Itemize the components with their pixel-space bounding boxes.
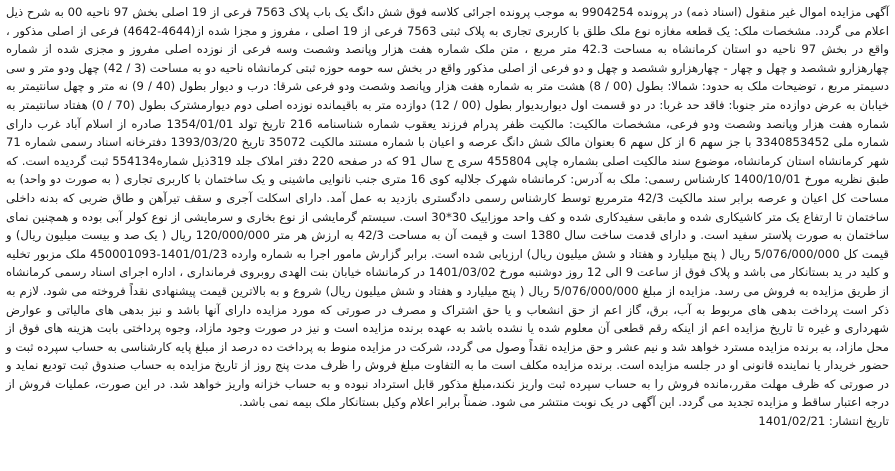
notice-body-text: آگهی مزایده اموال غیر منقول (اسناد ذمه) در پرونده 9904254 به موجب پرونده اجرائی کلاسه فوق شش دانگ یک باب پلاک 7563 فرعی از 19 اصلی بخش 97 ناحیه 00 به شرح ذیل اعلام می گردد. مشخصات ملک: یک قطعه مغازه نوع ملک طلق با کاربری تجاری به پلاک ثبتی 7563 فرعی از 19 اصلی ، مفروز و مجزا شده از(4644-4642) فرعی از اصلی مذکور ، واقع در بخش 97 ناحیه دو استان کرمانشاه به مساحت 42.3 متر مربع ، متن ملک شماره هفت هزار وپانصد وشصت وسه فرعی از نوزده اصلی مفروز و مجزی شده از شماره چهارهزارو ششصد و چهل و چهار - چهارهزارو ششصد و چهل و دو فرعی از اصلی مذکور واقع در بخش سه حومه حوزه ثبتی کرمانشاه ناحیه دو به مساحت (3 / 42) چهل ودو متر و سی دسیمتر مربع ، توضیحات ملک به حدود: شمالا: بطول (00 / 8) هشت متر به شماره هفت هزار وپانصد وشصت ودو فرعی شرقا: درب و دیوار بطول (40 / 9) نه متر و چهل سانتیمتر به خیابان به عرض دوازده متر جنوبا: فاقد حد غربا: در دو قسمت اول دیواربدیوار بطول (00 / 12) دوازده متر به باقیمانده نوزده اصلی دوم دیوارمشترک بطول (70 / 0) هفتاد سانتیمتر به شماره هفت هزار وپانصد وشصت ودو فرعی، مشخصات مالکیت: مالکیت ظفر پدرام فرزند یعقوب شماره شناسنامه 216 تاریخ تولد 1354/01/01 صادره از اسلام آباد غرب دارای شماره ملی 3340853452 با جز سهم 6 از کل سهم 6 بعنوان مالک شش دانگ عرصه و اعیان با شماره مستند مالکیت 35072 تاریخ 1393/03/20 دفترخانه اسناد رسمی شماره 71 شهر کرمانشاه استان کرمانشاه، موضوع سند مالکیت اصلی بشماره چاپی 455804 سری ج سال 91 که در صفحه 220 دفتر املاک جلد 319ذیل شماره554134 ثبت گردیده است. که طبق نظریه مورخ 1400/10/01 کارشناس رسمی: ملک به آدرس: کرمانشاه شهرک جلالیه کوی 16 متری جنب نانوایی ماشینی و یک ساختمان با کاربری تجاری ( به صورت دو واحد) به مساحت کل اعیان و عرصه برابر سند مالکیت 42/3 مترمربع توسط کارشناس رسمی دادگستری بازدید به عمل آمد. دارای اسکلت آجری و سقف تیرآهن و طاق ضربی که بدنه داخلی ساختمان تا ارتفاع یک متر کاشیکاری شده و مابقی سفیدکاری شده و کف واحد موزاییک 30*30 است. سیستم گرمایشی از نوع بخاری و سرمایشی از نوع کولر آبی بوده و همچنین نمای ساختمان به صورت پلاستر سفید است. و دارای قدمت ساخت سال 1380 است و قیمت آن به مساحت 42/3 به ارزش هر متر 120/000/000 ریال ( یک صد و بیست میلیون ریال) و قیمت کل 5/076/000/000 ریال ( پنج میلیارد و هفتاد و شش میلیون ریال) ارزیابی شده است. برابر گزارش مامور اجرا به شماره وارده 1401/01/23-450001093 ملک مزبور تخلیه و کلید در ید بستانکار می باشد و پلاک فوق از ساعت 9 الی 12 روز دوشنبه مورخ 1401/03/02 در کرمانشاه خیابان بنت الهدی روبروی فرمانداری ، اداره اجرای اسناد رسمی کرمانشاه از طریق مزایده به فروش می رسد. مزایده از مبلغ 5/076/000/000 ریال ( پنج میلیارد و هفتاد و شش میلیون ریال) شروع و به بالاترین قیمت پیشنهادی نقداً فروخته می شود. لازم به ذکر است پرداخت بدهی های مربوط به آب، برق، گاز اعم از حق انشعاب و یا حق اشتراک و مصرف در صورتی که مورد مزایده دارای آنها باشد و نیز بدهی های مالیاتی و عوارض شهرداری و غیره تا تاریخ مزایده اعم از اینکه رقم قطعی آن معلوم شده یا نشده باشد به عهده برنده مزایده است و نیز در صورت وجود مازاد، وجوه پرداختی بابت هزینه های فوق از محل مازاد، به برنده مزایده مسترد خواهد شد و نیم عشر و حق مزایده نقداً وصول می گردد، شرکت در مزایده منوط به پرداخت ده درصد از مبلغ پایه کارشناسی به حساب سپرده ثبت و حضور خریدار یا نماینده قانونی او در جلسه مزایده است. برنده مزایده مکلف است ما به التفاوت مبلغ فروش را ظرف مدت پنج روز از تاریخ مزایده به حساب صندوق ثبت تودیع نماید و در صورتی که ظرف مهلت مقرر،مانده فروش را به حساب سپرده ثبت واریز نکند،مبلغ مذکور قابل استرداد نبوده و به حساب خزانه واریز خواهد شد. در این صورت، عملیات فروش از درجه اعتبار ساقط و مزایده تجدید می گردد. این آگهی در یک نوبت منتشر می شود. ضمناً برابر اعلام وکیل بستانکار ملک بیمه نمی باشد. [6, 5, 890, 410]
publication-date: تاریخ انتشار: 1401/02/21 [758, 414, 889, 429]
